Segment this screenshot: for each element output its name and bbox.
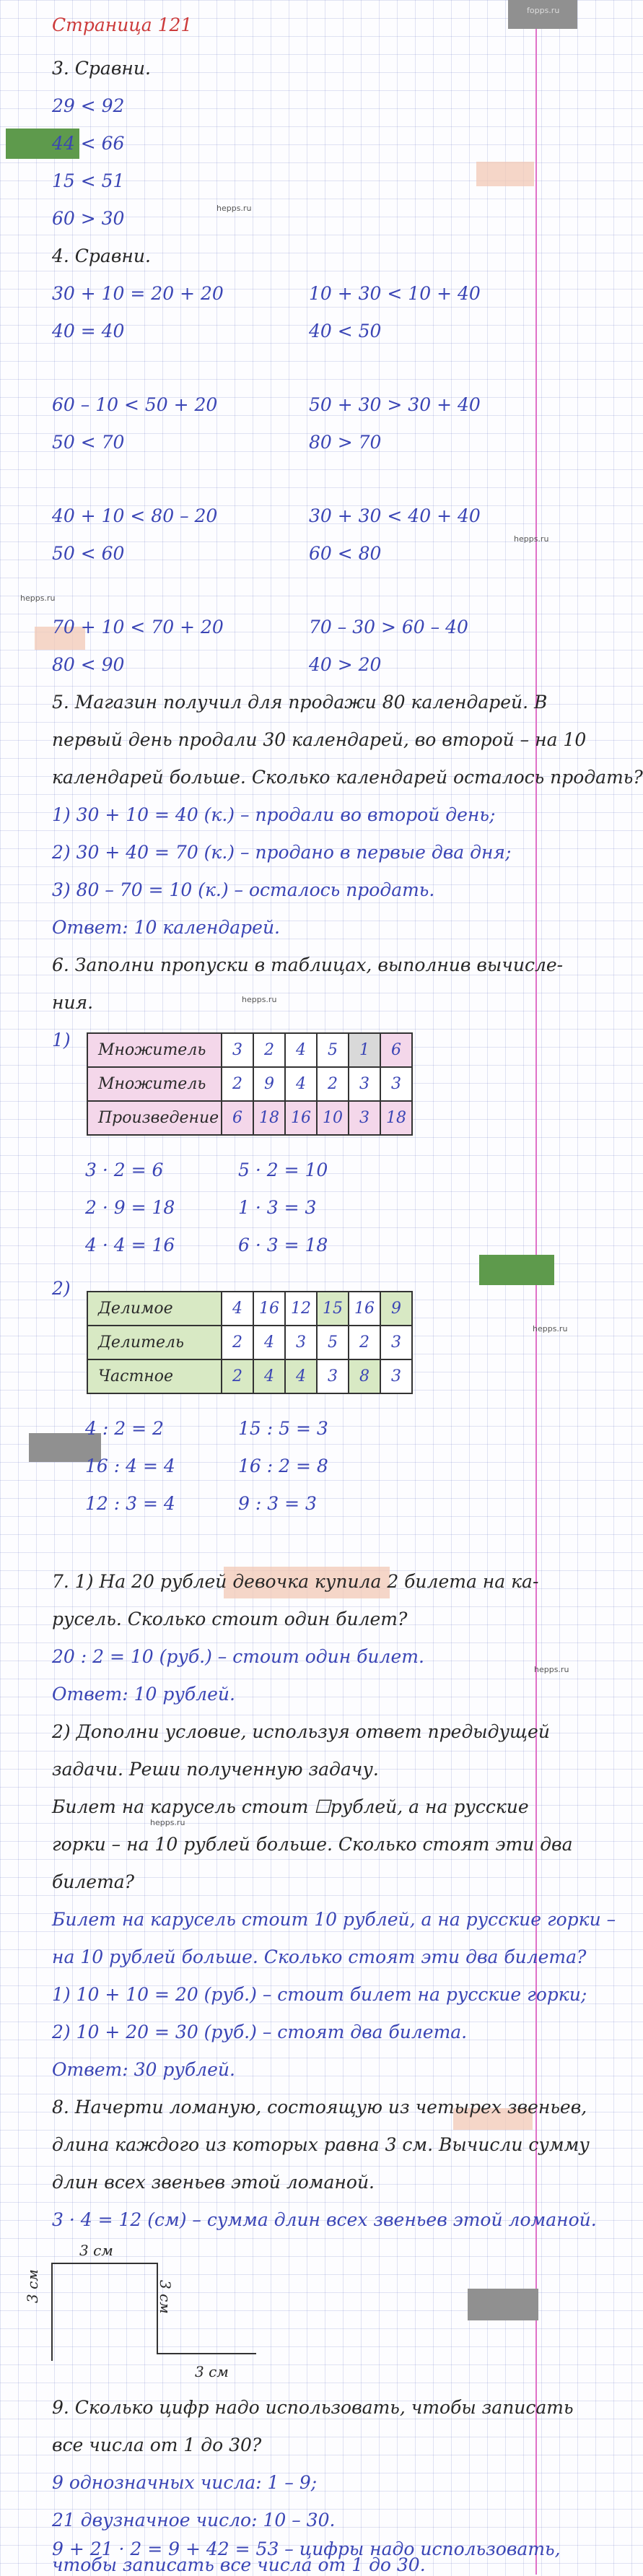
table-cell: 16 <box>285 1101 317 1135</box>
calc-line: 6 · 3 = 18 <box>238 1235 328 1256</box>
task4-answer: 80 > 70 <box>309 432 382 453</box>
task4-title: 4. Сравни. <box>52 245 151 266</box>
task9-solution: 9 однозначных числа: 1 – 9; <box>52 2472 318 2493</box>
table-cell: 6 <box>380 1033 412 1067</box>
task7-condition: горки – на 10 рублей больше. Сколько стоят эти два <box>52 1834 573 1855</box>
table-cell: 2 <box>349 1326 380 1359</box>
task3-title: 3. Сравни. <box>52 58 151 79</box>
watermark: fopps.ru <box>527 6 560 15</box>
table-cell: 18 <box>253 1101 285 1135</box>
segment-label-left: 3 см <box>24 2269 41 2303</box>
highlight-block <box>476 162 534 186</box>
table-cell: 8 <box>349 1359 380 1393</box>
task4-answer: 40 < 50 <box>309 321 382 341</box>
calc-line: 12 : 3 = 4 <box>85 1493 175 1514</box>
table-cell: 1 <box>349 1033 380 1067</box>
table-cell: 2 <box>222 1067 253 1101</box>
task4-expr: 30 + 10 = 20 + 20 <box>52 283 224 304</box>
table-row-label: Делитель <box>87 1326 222 1359</box>
table-cell: 4 <box>222 1292 253 1326</box>
task4-expr: 10 + 30 < 10 + 40 <box>309 283 481 304</box>
task7-solution: 2) 10 + 20 = 30 (руб.) – стоят два билета. <box>52 2022 468 2042</box>
calc-line: 3 · 2 = 6 <box>85 1159 164 1180</box>
table-cell: 3 <box>317 1359 349 1393</box>
table-row <box>87 1101 412 1135</box>
table-row <box>87 1292 412 1326</box>
task5-solution: 2) 30 + 40 = 70 (к.) – продано в первые два дня; <box>52 842 512 863</box>
task7-filled: Билет на карусель стоит 10 рублей, а на русские горки – <box>52 1909 616 1930</box>
task7-text: русель. Сколько стоит один билет? <box>52 1609 408 1629</box>
task5-solution: 3) 80 – 70 = 10 (к.) – осталось продать. <box>52 879 435 900</box>
table-cell: 3 <box>349 1067 380 1101</box>
task7-text: 7. 1) На 20 рублей девочка купила 2 билета на ка- <box>52 1571 539 1592</box>
table1-label: 1) <box>52 1030 71 1050</box>
task3-item: 60 > 30 <box>52 208 125 229</box>
task6-text: 6. Заполни пропуски в таблицах, выполнив вычисле- <box>52 954 564 975</box>
task4-expr: 70 + 10 < 70 + 20 <box>52 617 224 638</box>
table-cell: 4 <box>285 1067 317 1101</box>
task4-answer: 80 < 90 <box>52 654 125 675</box>
calc-line: 2 · 9 = 18 <box>85 1197 175 1218</box>
task4-answer: 60 < 80 <box>309 543 382 564</box>
calc-line: 4 · 4 = 16 <box>85 1235 175 1256</box>
table-row <box>87 1326 412 1359</box>
table-row <box>87 1067 412 1101</box>
watermark: hepps.ru <box>242 995 277 1004</box>
table-cell: 6 <box>222 1101 253 1135</box>
table-cell: 2 <box>222 1359 253 1393</box>
margin-line <box>535 0 537 2575</box>
task4-answer: 50 < 60 <box>52 543 125 564</box>
table-row-label: Произведение <box>87 1101 222 1135</box>
task8-text: длина каждого из которых равна 3 см. Вычисли сумму <box>52 2134 590 2155</box>
task6-text: ния. <box>52 992 94 1013</box>
task7-solution: 1) 10 + 10 = 20 (руб.) – стоит билет на русские горки; <box>52 1984 587 2005</box>
table-cell: 9 <box>380 1292 412 1326</box>
task4-answer: 40 > 20 <box>309 654 382 675</box>
task7-text: задачи. Реши полученную задачу. <box>52 1759 379 1780</box>
table-cell: 18 <box>380 1101 412 1135</box>
calc-line: 9 : 3 = 3 <box>238 1493 317 1514</box>
watermark: hepps.ru <box>20 593 56 603</box>
task9-text: все числа от 1 до 30? <box>52 2434 262 2455</box>
calc-line: 16 : 2 = 8 <box>238 1455 328 1476</box>
table-cell: 4 <box>285 1033 317 1067</box>
table-cell: 9 <box>253 1067 285 1101</box>
table-cell: 12 <box>285 1292 317 1326</box>
table-cell: 3 <box>222 1033 253 1067</box>
calc-line: 4 : 2 = 2 <box>85 1418 164 1439</box>
table-cell: 5 <box>317 1326 349 1359</box>
task4-expr: 40 + 10 < 80 – 20 <box>52 505 218 526</box>
task8-solution: 3 · 4 = 12 (см) – сумма длин всех звеньев этой ломаной. <box>52 2209 597 2230</box>
table-cell: 4 <box>285 1359 317 1393</box>
task4-expr: 30 + 30 < 40 + 40 <box>309 505 481 526</box>
table2-label: 2) <box>52 1278 71 1299</box>
calc-line: 16 : 4 = 4 <box>85 1455 175 1476</box>
table-row <box>87 1033 412 1067</box>
task3-item: 44 < 66 <box>52 133 125 154</box>
task4-answer: 40 = 40 <box>52 321 125 341</box>
task7-filled: на 10 рублей больше. Сколько стоят эти два билета? <box>52 1946 587 1967</box>
table-cell: 16 <box>349 1292 380 1326</box>
task5-text: 5. Магазин получил для продажи 80 календарей. В <box>52 692 548 713</box>
segment-label-bottom: 3 см <box>195 2363 229 2380</box>
table-division <box>87 1291 413 1394</box>
task4-answer: 50 < 70 <box>52 432 125 453</box>
table-cell: 2 <box>222 1326 253 1359</box>
table-cell: 16 <box>253 1292 285 1326</box>
segment-label-top: 3 см <box>79 2242 113 2259</box>
task5-text: первый день продали 30 календарей, во второй – на 10 <box>52 729 587 750</box>
task5-text: календарей больше. Сколько календарей осталось продать? <box>52 767 643 788</box>
calc-line: 5 · 2 = 10 <box>238 1159 328 1180</box>
watermark: hepps.ru <box>533 1324 568 1333</box>
table-cell: 5 <box>317 1033 349 1067</box>
task5-answer: Ответ: 10 календарей. <box>52 917 280 938</box>
table-row-label: Частное <box>87 1359 222 1393</box>
task4-expr: 60 – 10 < 50 + 20 <box>52 394 218 415</box>
table-cell: 3 <box>380 1326 412 1359</box>
table-row-label: Множитель <box>87 1067 222 1101</box>
task7-text: 2) Дополни условие, используя ответ предыдущей <box>52 1721 550 1742</box>
table-cell: 2 <box>317 1067 349 1101</box>
task4-expr: 50 + 30 > 30 + 40 <box>309 394 481 415</box>
table-cell: 4 <box>253 1326 285 1359</box>
task9-text: 9. Сколько цифр надо использовать, чтобы записать <box>52 2397 574 2418</box>
task9-solution: 21 двузначное число: 10 – 30. <box>52 2510 336 2531</box>
page-title: Страница 121 <box>52 14 193 35</box>
table-cell: 3 <box>380 1067 412 1101</box>
table-cell: 3 <box>380 1359 412 1393</box>
task9-solution: чтобы записать все числа от 1 до 30. <box>52 2554 426 2575</box>
table-row-label: Делимое <box>87 1292 222 1326</box>
watermark: hepps.ru <box>534 1665 569 1674</box>
table-row <box>87 1359 412 1393</box>
task7-condition: Билет на карусель стоит ☐рублей, а на русские <box>52 1796 529 1817</box>
task8-text: 8. Начерти ломаную, состоящую из четырех звеньев, <box>52 2097 587 2118</box>
table-cell: 4 <box>253 1359 285 1393</box>
table-cell: 10 <box>317 1101 349 1135</box>
table-row-label: Множитель <box>87 1033 222 1067</box>
watermark: hepps.ru <box>514 534 549 544</box>
watermark: hepps.ru <box>216 204 252 213</box>
task8-text: длин всех звеньев этой ломаной. <box>52 2172 375 2193</box>
table-cell: 2 <box>253 1033 285 1067</box>
task7-condition: билета? <box>52 1871 135 1892</box>
task3-item: 15 < 51 <box>52 170 125 191</box>
task7-answer: Ответ: 10 рублей. <box>52 1684 235 1705</box>
watermark: hepps.ru <box>150 1818 185 1827</box>
task4-expr: 70 – 30 > 60 – 40 <box>309 617 468 638</box>
task7-answer: Ответ: 30 рублей. <box>52 2059 235 2080</box>
segment-label-right: 3 см <box>157 2280 174 2314</box>
table-multiplication <box>87 1032 413 1136</box>
table-cell: 15 <box>317 1292 349 1326</box>
calc-line: 1 · 3 = 3 <box>238 1197 317 1218</box>
task5-solution: 1) 30 + 10 = 40 (к.) – продали во второй день; <box>52 804 496 825</box>
calc-line: 15 : 5 = 3 <box>238 1418 328 1439</box>
task9-solution: 9 + 21 · 2 = 9 + 42 = 53 – цифры надо использовать, <box>52 2538 561 2559</box>
table-cell: 3 <box>285 1326 317 1359</box>
task3-item: 29 < 92 <box>52 95 125 116</box>
table-cell: 3 <box>349 1101 380 1135</box>
grey-block <box>468 2289 538 2320</box>
green-block <box>479 1255 554 1285</box>
task7-solution: 20 : 2 = 10 (руб.) – стоит один билет. <box>52 1646 424 1667</box>
